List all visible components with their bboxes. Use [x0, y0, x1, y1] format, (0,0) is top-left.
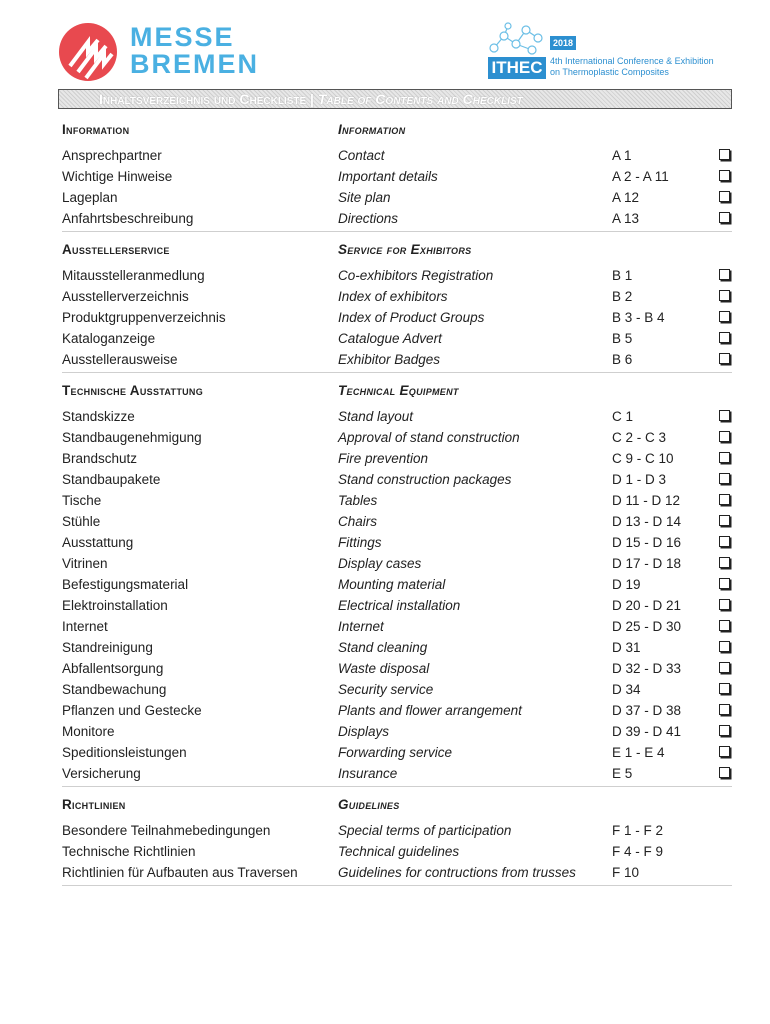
toc-row: [62, 427, 734, 448]
section-heading-german: Richtlinien: [62, 797, 126, 812]
entry-english: Special terms of participation: [338, 823, 512, 838]
toc-row: [62, 307, 734, 328]
checkbox[interactable]: [719, 515, 730, 526]
entry-german: Versicherung: [62, 766, 141, 781]
entry-reference: B 6: [612, 352, 633, 367]
entry-english: Tables: [338, 493, 378, 508]
toc-row: [62, 616, 734, 637]
entry-german: Tische: [62, 493, 102, 508]
checkbox[interactable]: [719, 746, 730, 757]
entry-german: Anfahrtsbeschreibung: [62, 211, 194, 226]
entry-german: Ausstattung: [62, 535, 134, 550]
ithec-year-badge: 2018: [550, 36, 576, 50]
toc-section: [62, 112, 734, 232]
checkbox[interactable]: [719, 332, 730, 343]
entry-german: Standskizze: [62, 409, 135, 424]
entry-german: Speditionsleistungen: [62, 745, 187, 760]
toc-section: [62, 787, 734, 886]
checkbox[interactable]: [719, 578, 730, 589]
entry-english: Important details: [338, 169, 438, 184]
checkbox[interactable]: [719, 557, 730, 568]
entry-english: Waste disposal: [338, 661, 430, 676]
checkbox[interactable]: [719, 149, 730, 160]
entry-reference: D 15 - D 16: [612, 535, 682, 550]
toc-row: [62, 553, 734, 574]
checkbox[interactable]: [719, 410, 730, 421]
checkbox[interactable]: [719, 536, 730, 547]
entry-reference: F 1 - F 2: [612, 823, 664, 838]
checkbox[interactable]: [719, 269, 730, 280]
checkbox[interactable]: [719, 431, 730, 442]
entry-reference: A 13: [612, 211, 640, 226]
toc-row: [62, 574, 734, 595]
entry-reference: B 3 - B 4: [612, 310, 665, 325]
messe-bremen-logo-mark: [58, 22, 120, 82]
entry-english: Fire prevention: [338, 451, 429, 466]
checkbox[interactable]: [719, 191, 730, 202]
document-title: [58, 89, 732, 109]
section-heading: [62, 373, 734, 406]
table-of-contents: [62, 112, 734, 886]
toc-row: [62, 406, 734, 427]
entry-english: Exhibitor Badges: [338, 352, 441, 367]
entry-english: Electrical installation: [338, 598, 461, 613]
toc-row: [62, 721, 734, 742]
entry-german: Kataloganzeige: [62, 331, 156, 346]
entry-english: Display cases: [338, 556, 422, 571]
entry-reference: D 32 - D 33: [612, 661, 682, 676]
entry-german: Standbewachung: [62, 682, 167, 697]
entry-german: Internet: [62, 619, 108, 634]
entry-english: Directions: [338, 211, 399, 226]
entry-english: Chairs: [338, 514, 378, 529]
ithec-logo: [488, 22, 748, 84]
entry-german: Brandschutz: [62, 451, 138, 466]
entry-english: Catalogue Advert: [338, 331, 442, 346]
toc-row: [62, 328, 734, 349]
entry-english: Forwarding service: [338, 745, 453, 760]
entry-reference: E 5: [612, 766, 633, 781]
entry-english: Site plan: [338, 190, 391, 205]
entry-german: Wichtige Hinweise: [62, 169, 173, 184]
ithec-caption: [550, 56, 714, 78]
section-heading: [62, 232, 734, 265]
entry-english: Security service: [338, 682, 434, 697]
entry-german: Abfallentsorgung: [62, 661, 164, 676]
entry-reference: D 17 - D 18: [612, 556, 682, 571]
ithec-molecule-icon: [488, 22, 546, 56]
entry-german: Mitausstelleranmedlung: [62, 268, 205, 283]
entry-german: Richtlinien für Aufbauten aus Traversen: [62, 865, 298, 880]
entry-german: Besondere Teilnahmebedingungen: [62, 823, 271, 838]
entry-german: Befestigungsmaterial: [62, 577, 189, 592]
entry-german: Technische Richtlinien: [62, 844, 196, 859]
entry-german: Stühle: [62, 514, 101, 529]
checkbox[interactable]: [719, 620, 730, 631]
entry-reference: C 2 - C 3: [612, 430, 667, 445]
checkbox[interactable]: [719, 704, 730, 715]
toc-row: [62, 820, 734, 841]
toc-row: [62, 742, 734, 763]
entry-reference: F 4 - F 9: [612, 844, 664, 859]
toc-row: [62, 187, 734, 208]
checkbox[interactable]: [719, 290, 730, 301]
entry-english: Stand cleaning: [338, 640, 428, 655]
entry-english: Contact: [338, 148, 385, 163]
ithec-wordmark: ITHEC: [488, 57, 546, 79]
entry-german: Lageplan: [62, 190, 118, 205]
entry-reference: D 13 - D 14: [612, 514, 682, 529]
entry-reference: D 25 - D 30: [612, 619, 682, 634]
toc-row: [62, 490, 734, 511]
entry-english: Plants and flower arrangement: [338, 703, 522, 718]
entry-german: Standreinigung: [62, 640, 153, 655]
toc-row: [62, 658, 734, 679]
section-heading: [62, 787, 734, 820]
checkbox[interactable]: [719, 212, 730, 223]
section-heading-english: Guidelines: [338, 797, 400, 812]
entry-reference: D 19: [612, 577, 641, 592]
messe-bremen-logo: [58, 22, 258, 82]
entry-reference: B 1: [612, 268, 633, 283]
checkbox[interactable]: [719, 599, 730, 610]
entry-reference: D 37 - D 38: [612, 703, 682, 718]
toc-row: [62, 469, 734, 490]
entry-reference: B 5: [612, 331, 633, 346]
checkbox[interactable]: [719, 662, 730, 673]
checkbox[interactable]: [719, 494, 730, 505]
entry-reference: F 10: [612, 865, 640, 880]
entry-reference: D 20 - D 21: [612, 598, 682, 613]
toc-row: [62, 841, 734, 862]
entry-german: Produktgruppenverzeichnis: [62, 310, 226, 325]
entry-reference: C 1: [612, 409, 634, 424]
section-heading-german: Information: [62, 122, 130, 137]
checkbox[interactable]: [719, 473, 730, 484]
checkbox[interactable]: [719, 311, 730, 322]
entry-english: Index of Product Groups: [338, 310, 485, 325]
entry-german: Elektroinstallation: [62, 598, 168, 613]
section-heading: [62, 112, 734, 145]
entry-reference: D 31: [612, 640, 641, 655]
toc-row: [62, 532, 734, 553]
toc-row: [62, 862, 734, 883]
entry-english: Guidelines for contructions from trusses: [338, 865, 576, 880]
toc-row: [62, 286, 734, 307]
toc-section: [62, 232, 734, 373]
entry-reference: A 1: [612, 148, 632, 163]
section-heading-english: Service for Exhibitors: [338, 242, 472, 257]
entry-german: Standbaupakete: [62, 472, 161, 487]
entry-reference: E 1 - E 4: [612, 745, 665, 760]
entry-reference: B 2: [612, 289, 633, 304]
entry-german: Ansprechpartner: [62, 148, 162, 163]
section-heading-german: Ausstellerservice: [62, 242, 170, 257]
entry-german: Ausstellerverzeichnis: [62, 289, 189, 304]
checkbox[interactable]: [719, 170, 730, 181]
entry-english: Co-exhibitors Registration: [338, 268, 494, 283]
toc-row: [62, 511, 734, 532]
checkbox[interactable]: [719, 767, 730, 778]
entry-german: Vitrinen: [62, 556, 108, 571]
ithec-caption-line2: on Thermoplastic Composites: [550, 67, 669, 77]
entry-english: Stand construction packages: [338, 472, 512, 487]
messe-bremen-logo-text: MESSE BREMEN: [130, 22, 260, 79]
toc-row: [62, 595, 734, 616]
toc-row: [62, 448, 734, 469]
toc-row: [62, 763, 734, 784]
entry-reference: C 9 - C 10: [612, 451, 674, 466]
entry-english: Mounting material: [338, 577, 446, 592]
toc-row: [62, 637, 734, 658]
toc-row: [62, 265, 734, 286]
entry-english: Displays: [338, 724, 390, 739]
entry-english: Index of exhibitors: [338, 289, 448, 304]
title-english: Table of Contents and Checklist: [317, 91, 523, 107]
entry-reference: D 39 - D 41: [612, 724, 682, 739]
entry-english: Technical guidelines: [338, 844, 460, 859]
title-separator: |: [306, 91, 318, 107]
entry-reference: D 1 - D 3: [612, 472, 667, 487]
title-german: Inhaltsverzeichnis und Checkliste: [99, 91, 307, 107]
section-divider: [62, 885, 732, 886]
entry-english: Fittings: [338, 535, 382, 550]
section-heading-german: Technische Ausstattung: [62, 383, 204, 398]
checkbox[interactable]: [719, 353, 730, 364]
entry-reference: D 34: [612, 682, 641, 697]
entry-german: Pflanzen und Gestecke: [62, 703, 202, 718]
checkbox[interactable]: [719, 641, 730, 652]
section-heading-english: Technical Equipment: [338, 383, 459, 398]
section-heading-english: Information: [338, 122, 406, 137]
toc-row: [62, 208, 734, 229]
checkbox[interactable]: [719, 725, 730, 736]
entry-english: Stand layout: [338, 409, 414, 424]
entry-german: Ausstellerausweise: [62, 352, 178, 367]
checkbox[interactable]: [719, 683, 730, 694]
entry-reference: A 2 - A 11: [612, 169, 669, 184]
entry-english: Internet: [338, 619, 384, 634]
entry-english: Approval of stand construction: [338, 430, 520, 445]
toc-section: [62, 373, 734, 787]
toc-row: [62, 349, 734, 370]
entry-reference: A 12: [612, 190, 640, 205]
ithec-caption-line1: 4th International Conference & Exhibition: [550, 56, 714, 66]
entry-reference: D 11 - D 12: [612, 493, 681, 508]
entry-german: Monitore: [62, 724, 115, 739]
toc-row: [62, 166, 734, 187]
toc-row: [62, 700, 734, 721]
entry-german: Standbaugenehmigung: [62, 430, 202, 445]
toc-row: [62, 679, 734, 700]
checkbox[interactable]: [719, 452, 730, 463]
toc-row: [62, 145, 734, 166]
entry-english: Insurance: [338, 766, 398, 781]
